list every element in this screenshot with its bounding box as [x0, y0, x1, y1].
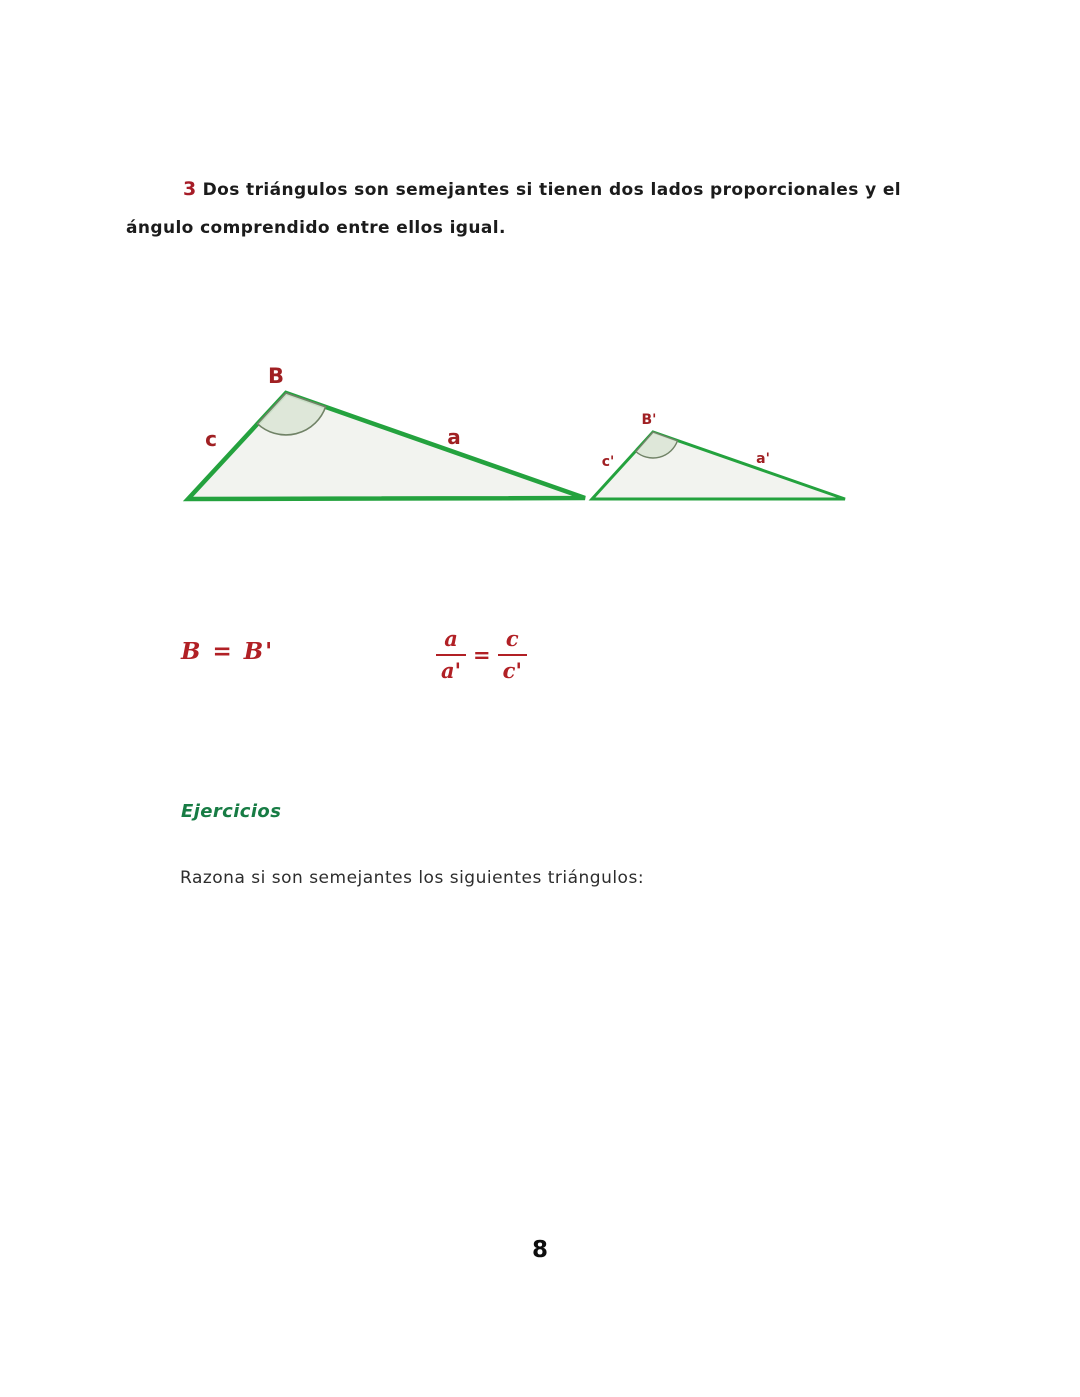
triangles-figure [150, 340, 890, 525]
similarity-statement [126, 170, 946, 247]
label-side-c: c [205, 427, 217, 451]
fraction-c-over-c-prime [498, 626, 527, 684]
statement-number: 3 [183, 178, 197, 200]
angle-equality-formula: B = B' [181, 638, 275, 665]
label-side-a: a [447, 425, 461, 449]
label-vertex-B: B [267, 364, 285, 388]
page-number: 8 [531, 1237, 548, 1263]
fraction-denominator: a' [441, 658, 462, 683]
fraction-numerator: a [444, 626, 458, 651]
exercises-prompt: Razona si son semejantes los siguientes triángulos: [180, 868, 645, 888]
exercises-heading: Ejercicios [181, 801, 282, 822]
label-vertex-B-prime: B' [641, 412, 657, 428]
fraction-denominator: c' [502, 658, 522, 683]
fraction-numerator: c [505, 626, 519, 651]
side-ratio-formula [436, 626, 527, 684]
label-side-c-prime: c' [601, 454, 615, 470]
statement-line-1-text: Dos triángulos son semejantes si tienen dos lados proporcionales y el [202, 180, 902, 200]
statement-line-2: ángulo comprendido entre ellos igual. [126, 218, 506, 238]
fraction-a-over-a-prime [436, 626, 466, 684]
equals-sign: = [473, 641, 491, 667]
small-triangle [592, 432, 845, 499]
label-side-a-prime: a' [756, 451, 770, 467]
statement-line-1 [126, 170, 946, 209]
large-triangle [188, 393, 585, 499]
